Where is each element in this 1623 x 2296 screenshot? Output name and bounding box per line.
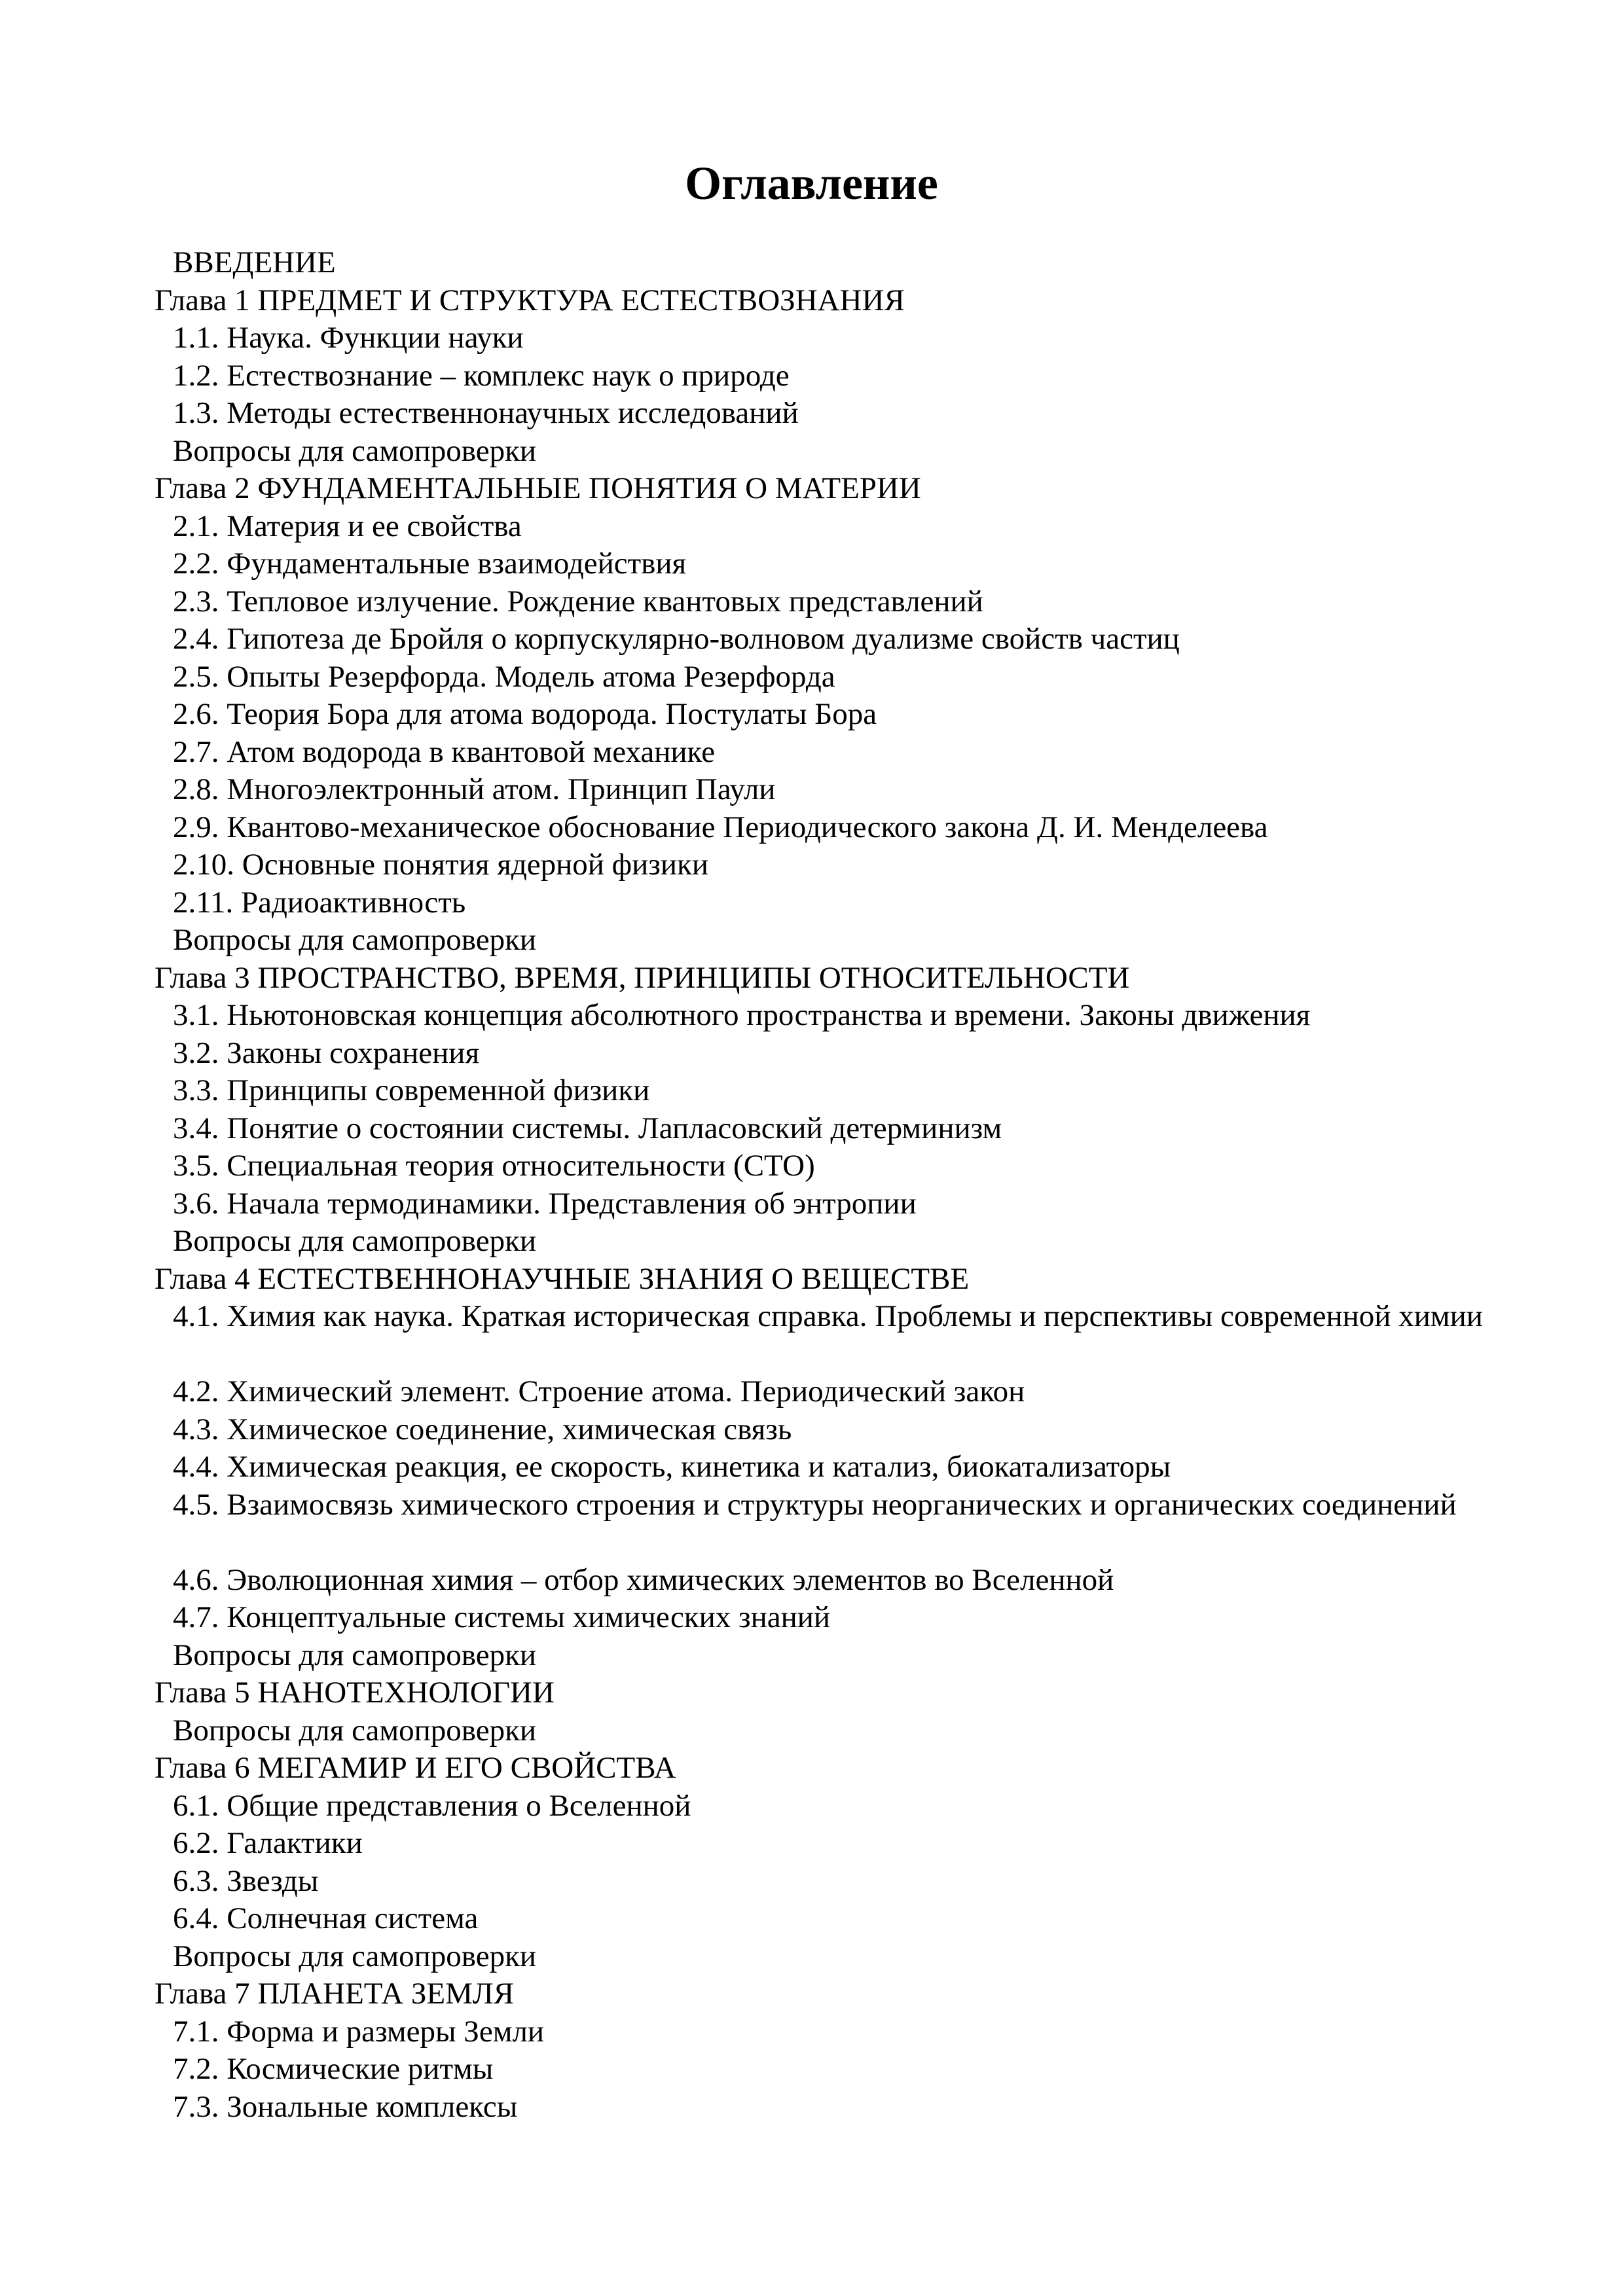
toc-section-entry: 2.11. Радиоактивность (173, 885, 466, 920)
toc-section-entry: 6.3. Звезды (173, 1863, 319, 1898)
toc-review-questions: Вопросы для самопроверки (173, 1939, 537, 1973)
toc-review-questions: Вопросы для самопроверки (173, 433, 537, 468)
toc-section-entry: 2.5. Опыты Резерфорда. Модель атома Резерфорда (173, 659, 835, 694)
toc-section-entry: 2.6. Теория Бора для атома водорода. Постулаты Бора (173, 697, 877, 731)
toc-section-entry: 2.8. Многоэлектронный атом. Принцип Паули (173, 772, 776, 806)
toc-review-questions: Вопросы для самопроверки (173, 1224, 537, 1258)
toc-section-entry: 2.2. Фундаментальные взаимодействия (173, 547, 687, 581)
toc-section-entry: 4.1. Химия как наука. Краткая историческая справка. Проблемы и перспективы современной химии (173, 1299, 1483, 1333)
toc-section-entry: 4.4. Химическая реакция, ее скорость, кинетика и катализ, биокатализаторы (173, 1450, 1171, 1484)
toc-section-entry: 3.2. Законы сохранения (173, 1035, 480, 1070)
toc-section-entry: 4.2. Химический элемент. Строение атома. Периодический закон (173, 1374, 1025, 1408)
toc-section-entry: 1.3. Методы естественнонаучных исследований (173, 396, 799, 430)
toc-chapter-heading: Глава 7 ПЛАНЕТА ЗЕМЛЯ (155, 1977, 515, 2011)
toc-section-entry: 7.1. Форма и размеры Земли (173, 2014, 545, 2049)
toc-section-entry: 7.3. Зональные комплексы (173, 2089, 518, 2124)
toc-chapter-heading: Глава 4 ЕСТЕСТВЕННОНАУЧНЫЕ ЗНАНИЯ О ВЕЩЕСТВЕ (155, 1261, 970, 1296)
toc-section-entry: 4.5. Взаимосвязь химического строения и структуры неорганических и органических соединений (173, 1487, 1457, 1522)
toc-chapter-heading: Глава 3 ПРОСТРАНСТВО, ВРЕМЯ, ПРИНЦИПЫ ОТНОСИТЕЛЬНОСТИ (155, 960, 1130, 995)
toc-section-entry: 2.4. Гипотеза де Бройля о корпускулярно-волновом дуализме свойств частиц (173, 622, 1180, 656)
toc-section-entry: 2.9. Квантово-механическое обоснование Периодического закона Д. И. Менделеева (173, 810, 1268, 844)
toc-section-entry: 4.3. Химическое соединение, химическая связь (173, 1412, 792, 1446)
toc-chapter-heading: Глава 5 НАНОТЕХНОЛОГИИ (155, 1676, 555, 1710)
toc-section-entry: 2.10. Основные понятия ядерной физики (173, 848, 708, 882)
toc-chapter-heading: Глава 1 ПРЕДМЕТ И СТРУКТУРА ЕСТЕСТВОЗНАНИЯ (155, 283, 905, 317)
toc-section-entry: 4.7. Концептуальные системы химических знаний (173, 1600, 831, 1634)
toc-section-entry: 4.6. Эволюционная химия – отбор химических элементов во Вселенной (173, 1562, 1114, 1597)
toc-review-questions: Вопросы для самопроверки (173, 1638, 537, 1672)
toc-section-entry: 2.7. Атом водорода в квантовой механике (173, 734, 716, 769)
toc-section-entry: 3.1. Ньютоновская концепция абсолютного пространства и времени. Законы движения (173, 998, 1311, 1032)
toc-section-entry: 1.1. Наука. Функции науки (173, 321, 524, 355)
page-title: Оглавление (685, 157, 938, 209)
toc-section-entry: 6.2. Галактики (173, 1826, 363, 1860)
toc-section-entry: 3.5. Специальная теория относительности (СТО) (173, 1149, 815, 1183)
toc-section-entry: 3.3. Принципы современной физики (173, 1073, 650, 1107)
toc-section-entry: 2.1. Материя и ее свойства (173, 509, 522, 543)
toc-review-questions: Вопросы для самопроверки (173, 1713, 537, 1748)
toc-section-entry: 3.4. Понятие о состоянии системы. Лапласовский детерминизм (173, 1111, 1002, 1145)
toc-section-entry: 1.2. Естествознание – комплекс наук о природе (173, 358, 790, 393)
toc-introduction: ВВЕДЕНИЕ (173, 245, 336, 279)
toc-review-questions: Вопросы для самопроверки (173, 923, 537, 957)
toc-section-entry: 2.3. Тепловое излучение. Рождение квантовых представлений (173, 584, 983, 619)
toc-section-entry: 3.6. Начала термодинамики. Представления об энтропии (173, 1186, 917, 1221)
toc-chapter-heading: Глава 6 МЕГАМИР И ЕГО СВОЙСТВА (155, 1751, 676, 1785)
table-of-contents (155, 244, 1498, 2126)
toc-chapter-heading: Глава 2 ФУНДАМЕНТАЛЬНЫЕ ПОНЯТИЯ О МАТЕРИИ (155, 471, 921, 505)
toc-section-entry: 6.1. Общие представления о Вселенной (173, 1788, 691, 1823)
toc-section-entry: 7.2. Космические ритмы (173, 2052, 494, 2086)
toc-section-entry: 6.4. Солнечная система (173, 1901, 479, 1935)
